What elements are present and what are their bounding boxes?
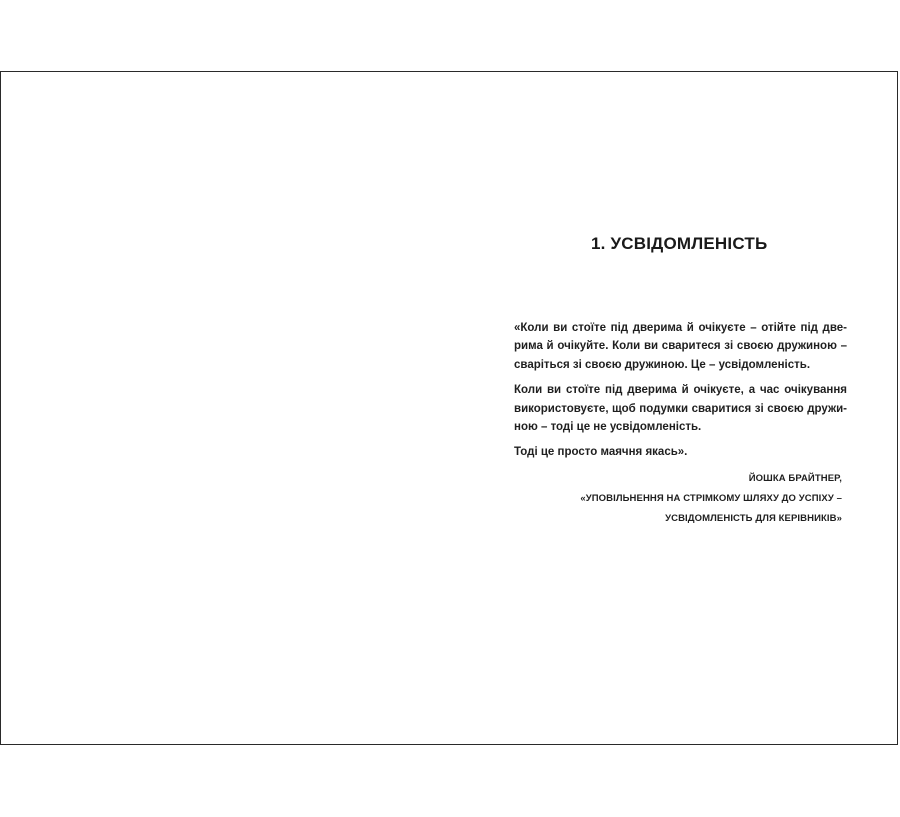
epigraph-line: використовуєте, щоб подумки сваритися зі своєю дружи- xyxy=(514,402,847,415)
book-spread xyxy=(0,71,898,745)
epigraph-line: «Коли ви стоїте під дверима й очікуєте – отійте під две- xyxy=(514,322,847,334)
attribution-source-line-1: «УПОВІЛЬНЕННЯ НА СТРІМКОМУ ШЛЯХУ ДО УСПІХУ – xyxy=(580,493,842,504)
epigraph-line: Тоді це просто маячня якась». xyxy=(514,446,688,459)
epigraph-paragraph-1 xyxy=(514,319,847,374)
right-page xyxy=(450,72,899,744)
left-page xyxy=(1,72,450,744)
epigraph-line: рима й очікуйте. Коли ви сваритеся зі своєю дружиною – xyxy=(514,340,847,353)
epigraph-paragraph-3 xyxy=(514,443,847,461)
epigraph-line: ною – тоді це не усвідомленість. xyxy=(514,421,702,434)
attribution-source-line-2: УСВІДОМЛЕНІСТЬ ДЛЯ КЕРІВНИКІВ» xyxy=(665,513,842,524)
epigraph-attribution xyxy=(570,469,842,529)
epigraph-quote xyxy=(514,319,847,469)
epigraph-paragraph-2 xyxy=(514,381,847,436)
epigraph-line: Коли ви стоїте під дверима й очікуєте, а час очікування xyxy=(514,384,847,397)
attribution-author: ЙОШКА БРАЙТНЕР, xyxy=(748,473,842,484)
chapter-title: 1. УСВІДОМЛЕНІСТЬ xyxy=(591,234,768,253)
epigraph-line: сваріться зі своєю дружиною. Це – усвідомленість. xyxy=(514,358,811,371)
